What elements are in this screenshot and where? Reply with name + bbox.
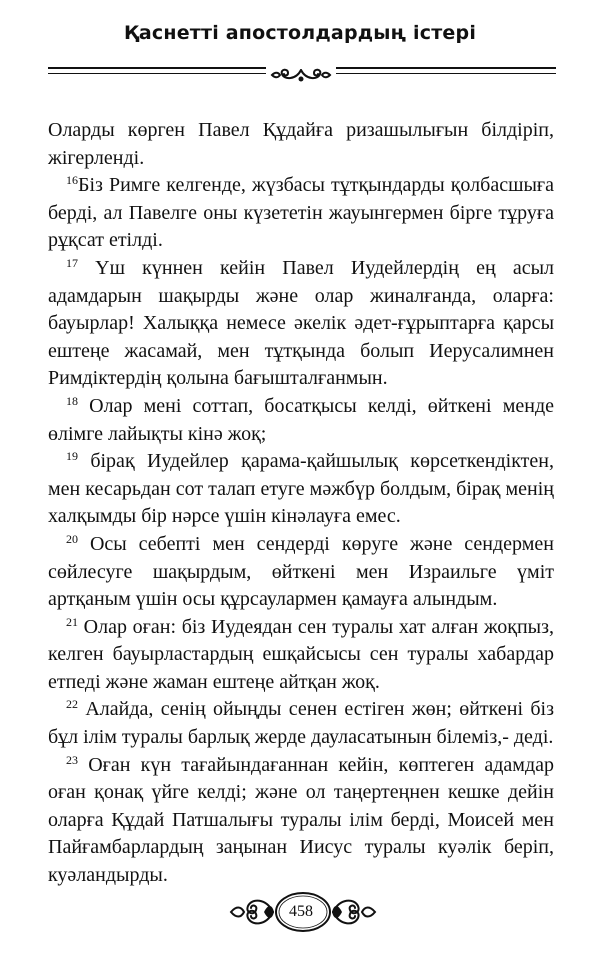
verse-text: Біз Римге келгенде, жүзбасы тұтқындарды қолбасшыға берді, ал Павелге оны күзететін жауынгермен бірге тұруға рұқсат етілді. xyxy=(48,174,554,252)
verse-22 xyxy=(48,696,554,751)
verse-21 xyxy=(48,614,554,697)
verse-16 xyxy=(48,172,554,255)
verse-19 xyxy=(48,448,554,531)
header-ornament-icon xyxy=(266,64,336,86)
verse-text: Үш күннен кейін Павел Иудейлердің ең асыл адамдарын шақырды және олар жиналғанда, оларға: бауырлар! Халыққа немесе әкелік әдет-ғұрыптарға қарсы ештеңе жасамай, мен тұтқында болып Иерусалимнен Римдіктердің қолына бағышталғанмын. xyxy=(48,256,554,390)
page-number: 458 xyxy=(289,903,313,920)
body-text xyxy=(48,117,554,890)
verse-18 xyxy=(48,393,554,448)
verse-number: 16 xyxy=(66,173,78,188)
verse-number: 17 xyxy=(66,255,78,270)
paragraph-continuation xyxy=(48,117,554,172)
verse-number: 19 xyxy=(66,449,78,464)
verse-23 xyxy=(48,752,554,890)
verse-text: Оған күн тағайындағаннан кейін, көптеген адамдар оған қонақ үйге келді; және ол таңертеңнен кешке дейін оларға Құдай Патшалығы туралы ілім берді, Моисей мен Пайғамбарлардың заңынан Иисус туралы куәлік беріп, куәландырды. xyxy=(48,753,554,887)
verse-number: 18 xyxy=(66,393,78,408)
verse-text: Олар оған: біз Иудеядан сен туралы хат алған жоқпыз, келген бауырластардың ешқайсысы сен туралы хабардар етпеді және жаман ештеңе айтқан жоқ. xyxy=(48,615,554,693)
verse-number: 21 xyxy=(66,614,78,629)
verse-number: 22 xyxy=(66,697,78,712)
verse-text: бірақ Иудейлер қарама-қайшылық көрсеткендіктен, мен кесарьдан сот талап етуге мәжбүр болдым, бірақ менің халқымды бір нәрсе үшін кінәлауға емес. xyxy=(48,450,554,528)
verse-20 xyxy=(48,531,554,614)
paragraph-text: Оларды көрген Павел Құдайға ризашылығын білдіріп, жігерленді. xyxy=(48,119,554,169)
verse-number: 20 xyxy=(66,531,78,546)
running-header: Қаснетті апостолдардың істері xyxy=(123,22,477,44)
verse-17 xyxy=(48,255,554,393)
verse-number: 23 xyxy=(66,752,78,767)
verse-text: Алайда, сенің ойыңды сенен естіген жөн; өйткені біз бұл ілім туралы барлық жерде дауласатынын білеміз,- деді. xyxy=(48,698,554,749)
verse-text: Осы себепті мен сендерді көруге және сендермен сөйлесуге шақырдым, өйткені мен Израильге үміт артқаным үшін осы құрсаулармен қамауға алындым. xyxy=(48,532,554,611)
verse-text: Олар мені соттап, босатқысы келді, өйткені менде өлімге лайықты кінә жоқ; xyxy=(48,394,554,445)
